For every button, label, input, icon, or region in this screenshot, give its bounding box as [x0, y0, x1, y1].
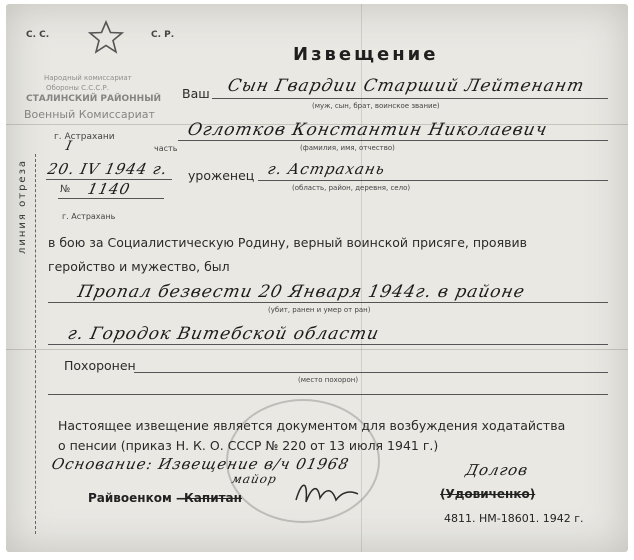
fate-caption: (убит, ранен и умер от ран) — [268, 306, 371, 314]
roman-numeral: I — [64, 139, 74, 154]
fold-line — [6, 349, 628, 350]
cc-right: С. Р. — [151, 30, 175, 40]
signature-dolgov: Долгов — [464, 461, 531, 479]
name-caption: (фамилия, имя, отчество) — [300, 144, 395, 152]
stamp-city-line: г. Астрахани — [54, 132, 115, 142]
relation-caption: (муж, сын, брат, воинское звание) — [312, 102, 440, 110]
document-title: Извещение — [293, 44, 439, 65]
paragraph-line-2: геройство и мужество, был — [48, 259, 230, 274]
stamp-part-label: часть — [154, 144, 178, 153]
issuer-stamp: Народный комиссариат Обороны С.С.С.Р. СТАЛИНСКИЙ РАЙОННЫЙ Военный Комиссариат — [24, 74, 162, 121]
notice-paper — [6, 4, 628, 552]
voenkom-label: Райвоенком — — [88, 491, 188, 505]
pension-line-2: о пенсии (приказ Н. К. О. СССР № 220 от 13 июля 1941 г.) — [58, 438, 439, 453]
stamp-city: г. Астрахань — [62, 212, 116, 221]
number-prefix: № — [60, 184, 71, 195]
buried-caption: (место похорон) — [298, 376, 359, 384]
rank-handwritten: майор — [230, 472, 279, 486]
native-caption: (область, район, деревня, село) — [292, 184, 411, 192]
struck-name: (Удовиченко) — [440, 487, 536, 501]
signature-voenkom — [292, 472, 362, 516]
native-handwritten: г. Астрахань — [266, 160, 388, 178]
basis-handwritten: Основание: Извещение в/ч 01968 — [50, 455, 351, 473]
cut-line — [35, 154, 36, 534]
cc-left: С. С. — [26, 30, 50, 40]
place-handwritten: г. Городок Витебской области — [65, 324, 382, 344]
cut-line-label: линия отреза — [17, 158, 28, 254]
date-handwritten: 20. IV 1944 г. — [46, 160, 170, 178]
paragraph-line-1: в бою за Социалистическую Родину, верный воинской присяге, проявив — [48, 235, 527, 250]
name-handwritten: Оглотков Константин Николаевич — [185, 120, 550, 140]
number-handwritten: 1140 — [86, 180, 133, 198]
vash-label: Ваш — [182, 86, 210, 101]
native-label: уроженец — [188, 168, 255, 183]
fate-handwritten: Пропал безвести 20 Января 1944г. в районе — [75, 282, 528, 302]
star-icon — [88, 20, 124, 58]
buried-label: Похоронен — [64, 358, 136, 373]
relation-handwritten: Сын Гвардии Старший Лейтенант — [225, 76, 587, 96]
pension-line-1: Настоящее извещение является документом для возбуждения ходатайства — [58, 418, 566, 433]
print-code: 4811. НМ-18601. 1942 г. — [444, 512, 584, 525]
voenkom-struck-rank: Капитан — [184, 491, 242, 505]
